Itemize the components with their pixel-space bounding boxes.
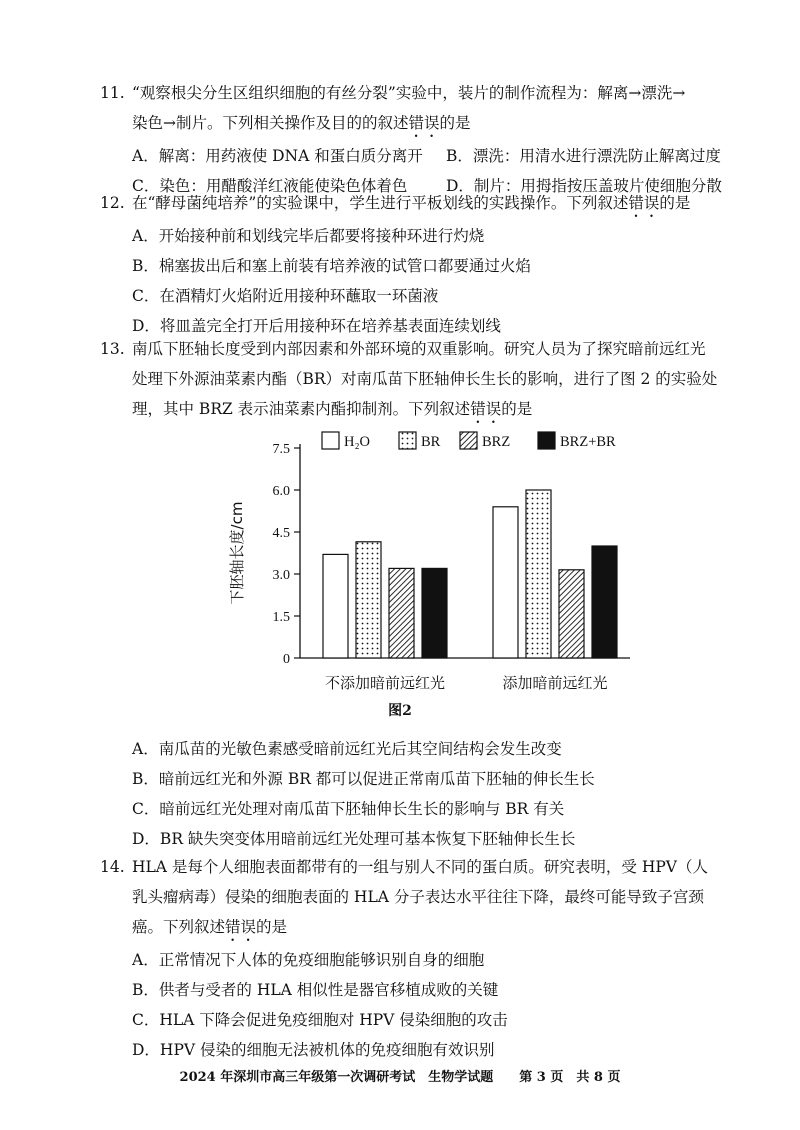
figure-2-bar-chart [220, 426, 640, 698]
q11-stem-text2: 染色→制片。下列相关操作及目的的叙述 [132, 114, 409, 132]
q11-stem-text3: 的是 [439, 114, 471, 132]
q13-option-c[interactable]: C．暗前远红光处理对南瓜苗下胚轴伸长生长的影响与 BR 有关 [132, 800, 565, 818]
q12-number: 12. [100, 194, 125, 212]
q12-option-a[interactable]: A．开始接种前和划线完毕后都要将接种环进行灼烧 [132, 227, 485, 245]
y-tick-label-5: 0 [283, 652, 290, 667]
q13-option-d[interactable]: D．BR 缺失突变体用暗前远红光处理可基本恢复下胚轴伸长生长 [132, 830, 576, 848]
q11-option-d[interactable]: D．制片：用拇指按压盖玻片使细胞分散 [446, 177, 722, 195]
q14-stem-line1 [100, 852, 760, 882]
q12-emphasis: 错误 [628, 194, 660, 212]
legend-swatch-1 [399, 432, 416, 449]
q14-option-c[interactable]: C．HLA 下降会促进免疫细胞对 HPV 侵染细胞的攻击 [132, 1011, 508, 1029]
question-11 [100, 78, 760, 201]
page-footer: 2024 年深圳市高三年级第一次调研考试 生物学试题 第 3 页 共 8 页 [179, 1070, 621, 1085]
bar-0-3 [422, 568, 447, 658]
q11-stem-line1 [100, 78, 760, 108]
q11-emphasis: 错误 [408, 114, 440, 132]
q14-stem-text3: 癌。下列叙述 [132, 918, 226, 936]
bar-0-0 [323, 554, 348, 658]
y-tick-label-2: 4.5 [272, 526, 290, 541]
legend-label-2: BRZ [482, 434, 511, 450]
q13-stem-text4: 的是 [501, 400, 533, 418]
bar-1-1 [526, 490, 551, 658]
legend-label-1: BR [421, 434, 441, 450]
legend-label-0: H₂O [344, 434, 370, 450]
legend-swatch-3 [538, 432, 555, 449]
q12-option-c[interactable]: C．在酒精灯火焰附近用接种环蘸取一环菌液 [132, 287, 439, 305]
q12-option-b[interactable]: B．棉塞拔出后和塞上前装有培养液的试管口都要通过火焰 [132, 257, 531, 275]
q13-stem-line1 [100, 334, 760, 364]
q14-number: 14. [100, 858, 125, 876]
x-category-label-0: 不添加暗前远红光 [324, 674, 446, 692]
q12-stem [100, 188, 760, 221]
q13-option-b[interactable]: B．暗前远红光和外源 BR 都可以促进正常南瓜苗下胚轴的伸长生长 [132, 770, 595, 788]
q14-stem-line3 [100, 912, 760, 945]
q12-option-d[interactable]: D．将皿盖完全打开后用接种环在培养基表面连续划线 [132, 317, 501, 335]
q14-stem-line2: 乳头瘤病毒）侵染的细胞表面的 HLA 分子表达水平往往下降，最终可能导致子宫颈 [132, 888, 704, 906]
q14-emphasis: 错误 [225, 918, 257, 936]
legend-label-3: BRZ+BR [560, 434, 616, 450]
q11-option-c[interactable]: C．染色：用醋酸洋红液能使染色体着色 [132, 177, 408, 195]
y-tick-label-3: 3.0 [272, 568, 290, 583]
q14-stem-text4: 的是 [256, 918, 288, 936]
y-axis-label: 下胚轴长度/cm [228, 501, 246, 605]
q13-stem-line3 [100, 394, 760, 427]
bar-1-0 [493, 507, 518, 658]
q11-stem-text1: “观察根尖分生区组织细胞的有丝分裂”实验中，装片的制作流程为：解离→漂洗→ [132, 84, 686, 102]
q14-option-d[interactable]: D．HPV 侵染的细胞无法被机体的免疫细胞有效识别 [132, 1041, 495, 1059]
q13-stem-text1: 南瓜下胚轴长度受到内部因素和外部环境的双重影响。研究人员为了探究暗前远红光 [132, 340, 706, 358]
question-13 [100, 334, 760, 427]
q13-number: 13. [100, 340, 125, 358]
bar-1-2 [559, 570, 584, 658]
q13-option-a[interactable]: A．南瓜苗的光敏色素感受暗前远红光后其空间结构会发生改变 [132, 740, 562, 758]
question-12 [100, 188, 760, 341]
question-13-options [100, 734, 760, 854]
x-category-label-1: 添加暗前远红光 [502, 674, 608, 692]
bar-0-1 [356, 542, 381, 658]
q14-option-b[interactable]: B．供者与受者的 HLA 相似性是器官移植成败的关键 [132, 981, 499, 999]
figure-caption: 图2 [388, 703, 412, 719]
q11-option-a[interactable]: A．解离：用药液使 DNA 和蛋白质分离开 [132, 147, 423, 165]
q11-number: 11. [100, 84, 125, 102]
q14-option-a[interactable]: A．正常情况下人体的免疫细胞能够识别自身的细胞 [132, 951, 485, 969]
question-14 [100, 852, 760, 1065]
q14-stem-text1: HLA 是每个人细胞表面都带有的一组与别人不同的蛋白质。研究表明，受 HPV（人 [132, 858, 708, 876]
q11-option-b[interactable]: B．漂洗：用清水进行漂洗防止解离过度 [446, 147, 721, 165]
q13-emphasis: 错误 [470, 400, 502, 418]
q12-stem-text1: 在“酵母菌纯培养”的实验课中，学生进行平板划线的实践操作。下列叙述 [132, 194, 629, 212]
legend-swatch-0 [322, 432, 339, 449]
y-tick-label-1: 6.0 [272, 484, 290, 499]
q12-stem-text2: 的是 [659, 194, 691, 212]
q11-options-row1 [100, 141, 760, 171]
bar-1-3 [592, 546, 617, 658]
q13-stem-line2: 处理下外源油菜素内酯（BR）对南瓜苗下胚轴伸长生长的影响，进行了图 2 的实验处 [132, 370, 718, 388]
y-tick-label-4: 1.5 [272, 610, 290, 625]
y-tick-label-0: 7.5 [272, 442, 290, 457]
legend-swatch-2 [460, 432, 477, 449]
q11-stem-line2 [100, 108, 760, 141]
bar-0-2 [389, 568, 414, 658]
q13-stem-text3: 理，其中 BRZ 表示油菜素内酯抑制剂。下列叙述 [132, 400, 471, 418]
